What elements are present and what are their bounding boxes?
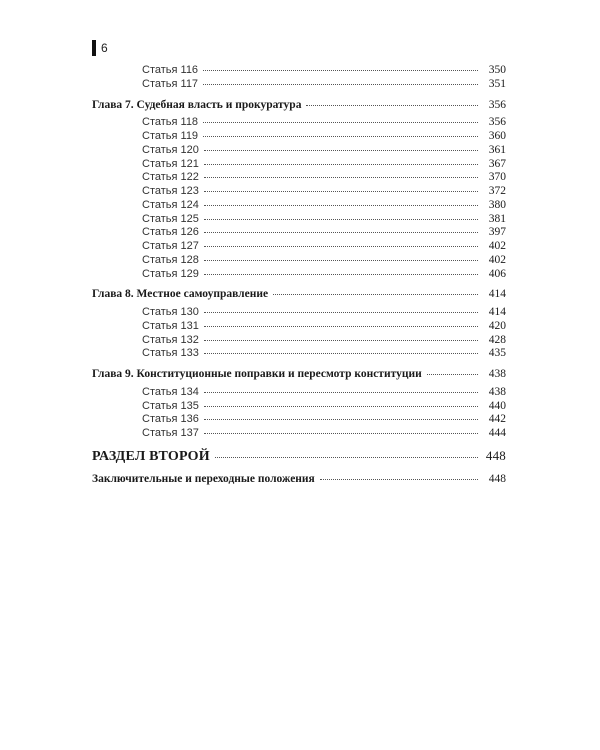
toc-entry-label: Глава 8. Местное самоуправление	[92, 288, 269, 301]
toc-article-entry	[92, 386, 506, 400]
toc-entry-page-number: 360	[488, 130, 506, 142]
toc-entry-label: Статья 130	[142, 306, 199, 318]
dot-leader	[427, 371, 478, 375]
toc-entry-label: Статья 121	[142, 157, 199, 170]
dot-leader	[204, 188, 478, 192]
toc-article-entry	[92, 199, 506, 213]
toc-entry-page-number: 361	[488, 143, 506, 156]
toc-entry-page-number: 406	[488, 267, 506, 280]
dot-leader	[215, 454, 478, 458]
toc-article-entry	[92, 320, 506, 334]
toc-article-entry	[92, 226, 506, 240]
dot-leader	[204, 147, 478, 151]
toc-part-entry	[92, 473, 506, 487]
toc-entry-page-number: 397	[488, 226, 506, 239]
toc-article-entry	[92, 213, 506, 227]
toc-article-entry	[92, 171, 506, 185]
toc-entry-label: Статья 133	[142, 347, 199, 360]
toc-entry-page-number: 438	[488, 385, 506, 398]
dot-leader	[203, 81, 478, 85]
dot-leader	[204, 403, 478, 407]
toc-entry-label: Статья 125	[142, 212, 199, 225]
dot-leader	[204, 229, 478, 233]
toc-entry-page-number: 438	[488, 368, 506, 380]
toc-chapter-entry	[92, 368, 506, 382]
toc-article-entry	[92, 334, 506, 348]
toc-entry-page-number: 442	[488, 413, 506, 426]
dot-leader	[203, 67, 478, 71]
toc-article-entry	[92, 413, 506, 427]
toc-entry-label: Статья 119	[142, 130, 199, 142]
toc-entry-label: Глава 7. Судебная власть и прокуратура	[92, 98, 302, 111]
dot-leader	[204, 350, 478, 354]
toc-entry-page-number: 356	[488, 98, 506, 111]
dot-leader	[203, 133, 478, 137]
toc-entry-label: Статья 122	[142, 171, 199, 184]
dot-leader	[204, 257, 478, 261]
toc-entry-page-number: 448	[488, 472, 506, 485]
toc-entry-page-number: 440	[488, 399, 506, 412]
page-marker-bar	[92, 40, 96, 56]
toc-entry-page-number: 448	[485, 447, 506, 463]
dot-leader	[204, 389, 478, 393]
toc-entry-page-number: 444	[488, 427, 506, 439]
toc-entry-label: Заключительные и переходные положения	[92, 472, 315, 485]
toc-section-entry	[92, 447, 506, 466]
toc-article-entry	[92, 240, 506, 254]
toc-article-entry	[92, 116, 506, 130]
toc-entry-label: Статья 120	[142, 143, 199, 156]
toc-entry-label: Статья 127	[142, 240, 199, 252]
toc-entry-label: Статья 135	[142, 399, 199, 412]
dot-leader	[204, 243, 478, 247]
toc-entry-page-number: 350	[488, 64, 506, 76]
dot-leader	[204, 416, 478, 420]
toc-entry-label: Статья 137	[142, 427, 199, 439]
toc-article-entry	[92, 268, 506, 282]
toc-article-entry	[92, 64, 506, 78]
toc-entry-label: Статья 136	[142, 413, 199, 426]
dot-leader	[204, 271, 478, 275]
toc-entry-label: Статья 124	[142, 198, 199, 211]
dot-leader	[306, 102, 478, 106]
toc-chapter-entry	[92, 99, 506, 113]
toc-entry-page-number: 381	[488, 212, 506, 225]
toc-article-entry	[92, 130, 506, 144]
dot-leader	[204, 216, 478, 220]
toc-entry-page-number: 367	[488, 157, 506, 170]
toc-entry-page-number: 428	[488, 333, 506, 346]
toc-entry-label: Статья 126	[142, 226, 199, 239]
toc-entry-label: Статья 116	[142, 64, 199, 76]
toc-entry-page-number: 380	[488, 198, 506, 211]
dot-leader	[204, 430, 478, 434]
toc-entry-label: Глава 9. Конституционные поправки и пересмотр конституции	[92, 368, 422, 380]
toc-entry-label: Статья 128	[142, 253, 199, 266]
toc-entry-label: Статья 131	[142, 319, 199, 332]
toc-article-entry	[92, 185, 506, 199]
dot-leader	[204, 309, 478, 313]
dot-leader	[204, 161, 478, 165]
toc-entry-page-number: 420	[488, 319, 506, 332]
toc-entry-page-number: 372	[488, 185, 506, 197]
toc-entry-label: Статья 129	[142, 267, 199, 280]
toc-entry-label: Статья 117	[142, 77, 199, 90]
toc-entry-label: Статья 134	[142, 385, 199, 398]
toc-article-entry	[92, 254, 506, 268]
toc-article-entry	[92, 144, 506, 158]
toc-article-entry	[92, 158, 506, 172]
toc-entry-page-number: 356	[488, 116, 506, 129]
toc-article-entry	[92, 78, 506, 92]
toc-article-entry	[92, 306, 506, 320]
toc-article-entry	[92, 400, 506, 414]
toc-entry-page-number: 414	[488, 306, 506, 318]
toc-chapter-entry	[92, 288, 506, 302]
dot-leader	[203, 119, 478, 123]
toc-entry-page-number: 370	[488, 171, 506, 184]
toc-entry-page-number: 402	[488, 253, 506, 266]
toc-entry-page-number: 351	[488, 77, 506, 90]
toc-entry-page-number: 435	[488, 347, 506, 360]
table-of-contents	[92, 64, 506, 487]
dot-leader	[204, 174, 478, 178]
toc-entry-label: Статья 118	[142, 116, 199, 129]
toc-entry-label: Статья 123	[142, 185, 199, 197]
dot-leader	[273, 291, 478, 295]
dot-leader	[320, 476, 478, 480]
dot-leader	[204, 323, 478, 327]
dot-leader	[204, 337, 478, 341]
toc-entry-page-number: 414	[488, 288, 506, 301]
toc-article-entry	[92, 427, 506, 441]
toc-article-entry	[92, 347, 506, 361]
page-number: 6	[101, 41, 108, 55]
dot-leader	[204, 202, 478, 206]
toc-entry-label: Статья 132	[142, 333, 199, 346]
toc-entry-label: РАЗДЕЛ ВТОРОЙ	[92, 448, 210, 464]
toc-entry-page-number: 402	[488, 240, 506, 252]
